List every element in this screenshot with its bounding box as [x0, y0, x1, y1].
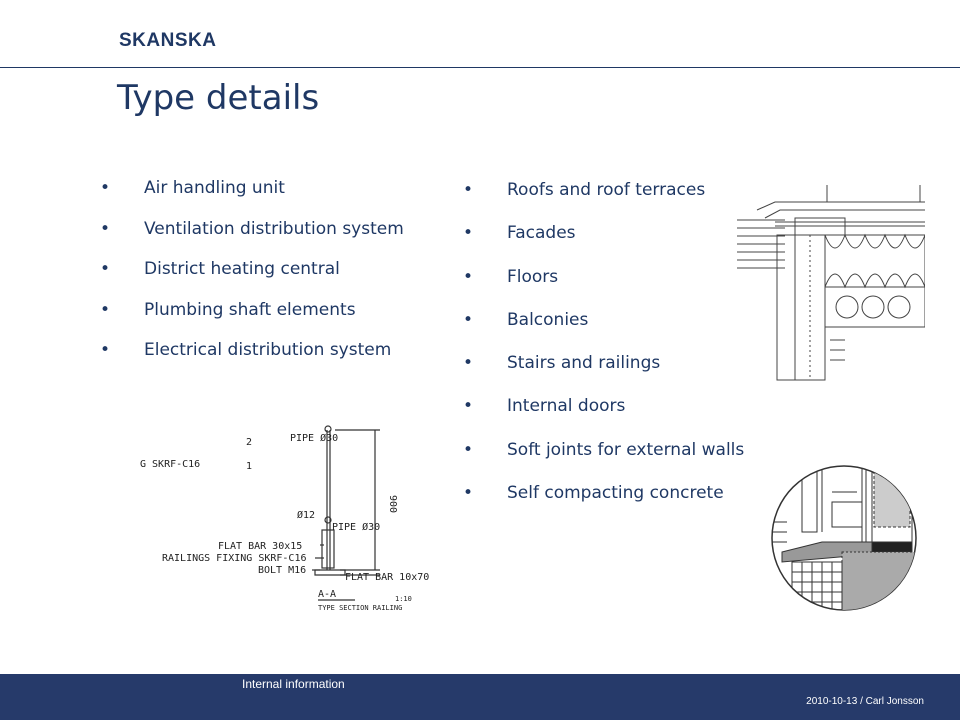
drawing-label-railings-fixing: RAILINGS FIXING SKRF-C16	[162, 553, 307, 564]
list-item-label: Self compacting concrete	[507, 483, 724, 504]
bullet-icon: •	[463, 396, 474, 417]
bullet-icon: •	[463, 353, 474, 374]
bullet-icon: •	[100, 299, 111, 320]
list-item-label: Internal doors	[507, 396, 626, 417]
list-item	[100, 178, 404, 219]
drawing-label-section: A-A	[318, 589, 337, 600]
drawing-label-scale: 1:10	[395, 595, 412, 603]
list-item	[100, 300, 404, 341]
list-item-label: Ventilation distribution system	[144, 218, 404, 239]
list-item-label: Stairs and railings	[507, 353, 661, 374]
railing-section-drawing	[140, 405, 445, 620]
drawing-label-flat-bar-2: FLAT BAR 10x70	[345, 572, 430, 583]
list-item-label: Soft joints for external walls	[507, 439, 745, 460]
list-item-label: Plumbing shaft elements	[144, 299, 356, 320]
bullet-icon: •	[463, 266, 474, 287]
list-item-label: Facades	[507, 223, 576, 244]
list-item-label: Air handling unit	[144, 178, 285, 198]
bullet-icon: •	[100, 259, 111, 279]
drawing-label-bolt: BOLT M16	[258, 565, 307, 576]
list-item	[100, 340, 404, 381]
drawing-label-skrf: G SKRF-C16	[140, 459, 201, 470]
list-item	[463, 353, 744, 396]
right-bullet-list	[463, 180, 744, 526]
header-divider	[0, 67, 960, 68]
bullet-icon: •	[100, 218, 111, 239]
list-item	[463, 310, 744, 353]
footer-internal-label: Internal information	[242, 677, 345, 691]
left-bullet-list	[100, 178, 404, 381]
drawing-label-dimension: 900	[387, 495, 398, 514]
drawing-label-section-name: TYPE SECTION RAILING	[318, 604, 403, 612]
list-item	[463, 223, 744, 266]
list-item-label: District heating central	[144, 259, 340, 279]
bullet-icon: •	[463, 223, 474, 244]
footer-bar	[0, 674, 960, 720]
roof-section-drawing	[735, 180, 925, 385]
list-item	[100, 259, 404, 300]
drawing-label-d12: Ø12	[297, 510, 316, 521]
bullet-icon: •	[100, 178, 111, 198]
list-item	[463, 440, 744, 483]
list-item	[463, 396, 744, 439]
list-item-label: Roofs and roof terraces	[507, 180, 706, 200]
page-title: Type details	[117, 78, 320, 118]
list-item-label: Electrical distribution system	[144, 340, 392, 360]
list-item	[100, 219, 404, 260]
joint-detail-drawing	[762, 452, 922, 627]
list-item	[463, 267, 744, 310]
drawing-label-1: 1	[246, 461, 253, 472]
drawing-label-flat-bar: FLAT BAR 30x15	[218, 541, 303, 552]
bullet-icon: •	[463, 439, 474, 460]
list-item-label: Floors	[507, 266, 559, 287]
drawing-label-pipe-mid: PIPE Ø30	[332, 522, 381, 533]
list-item	[463, 483, 744, 526]
skanska-logo: SKANSKA	[119, 30, 217, 51]
bullet-icon: •	[463, 309, 474, 330]
bullet-icon: •	[463, 483, 474, 504]
drawing-label-pipe-top: PIPE Ø30	[290, 433, 339, 444]
list-item	[463, 180, 744, 223]
drawing-label-2: 2	[246, 437, 253, 448]
bullet-icon: •	[463, 180, 474, 200]
bullet-icon: •	[100, 340, 111, 360]
footer-date-author: 2010-10-13 / Carl Jonsson	[806, 696, 924, 707]
list-item-label: Balconies	[507, 309, 589, 330]
